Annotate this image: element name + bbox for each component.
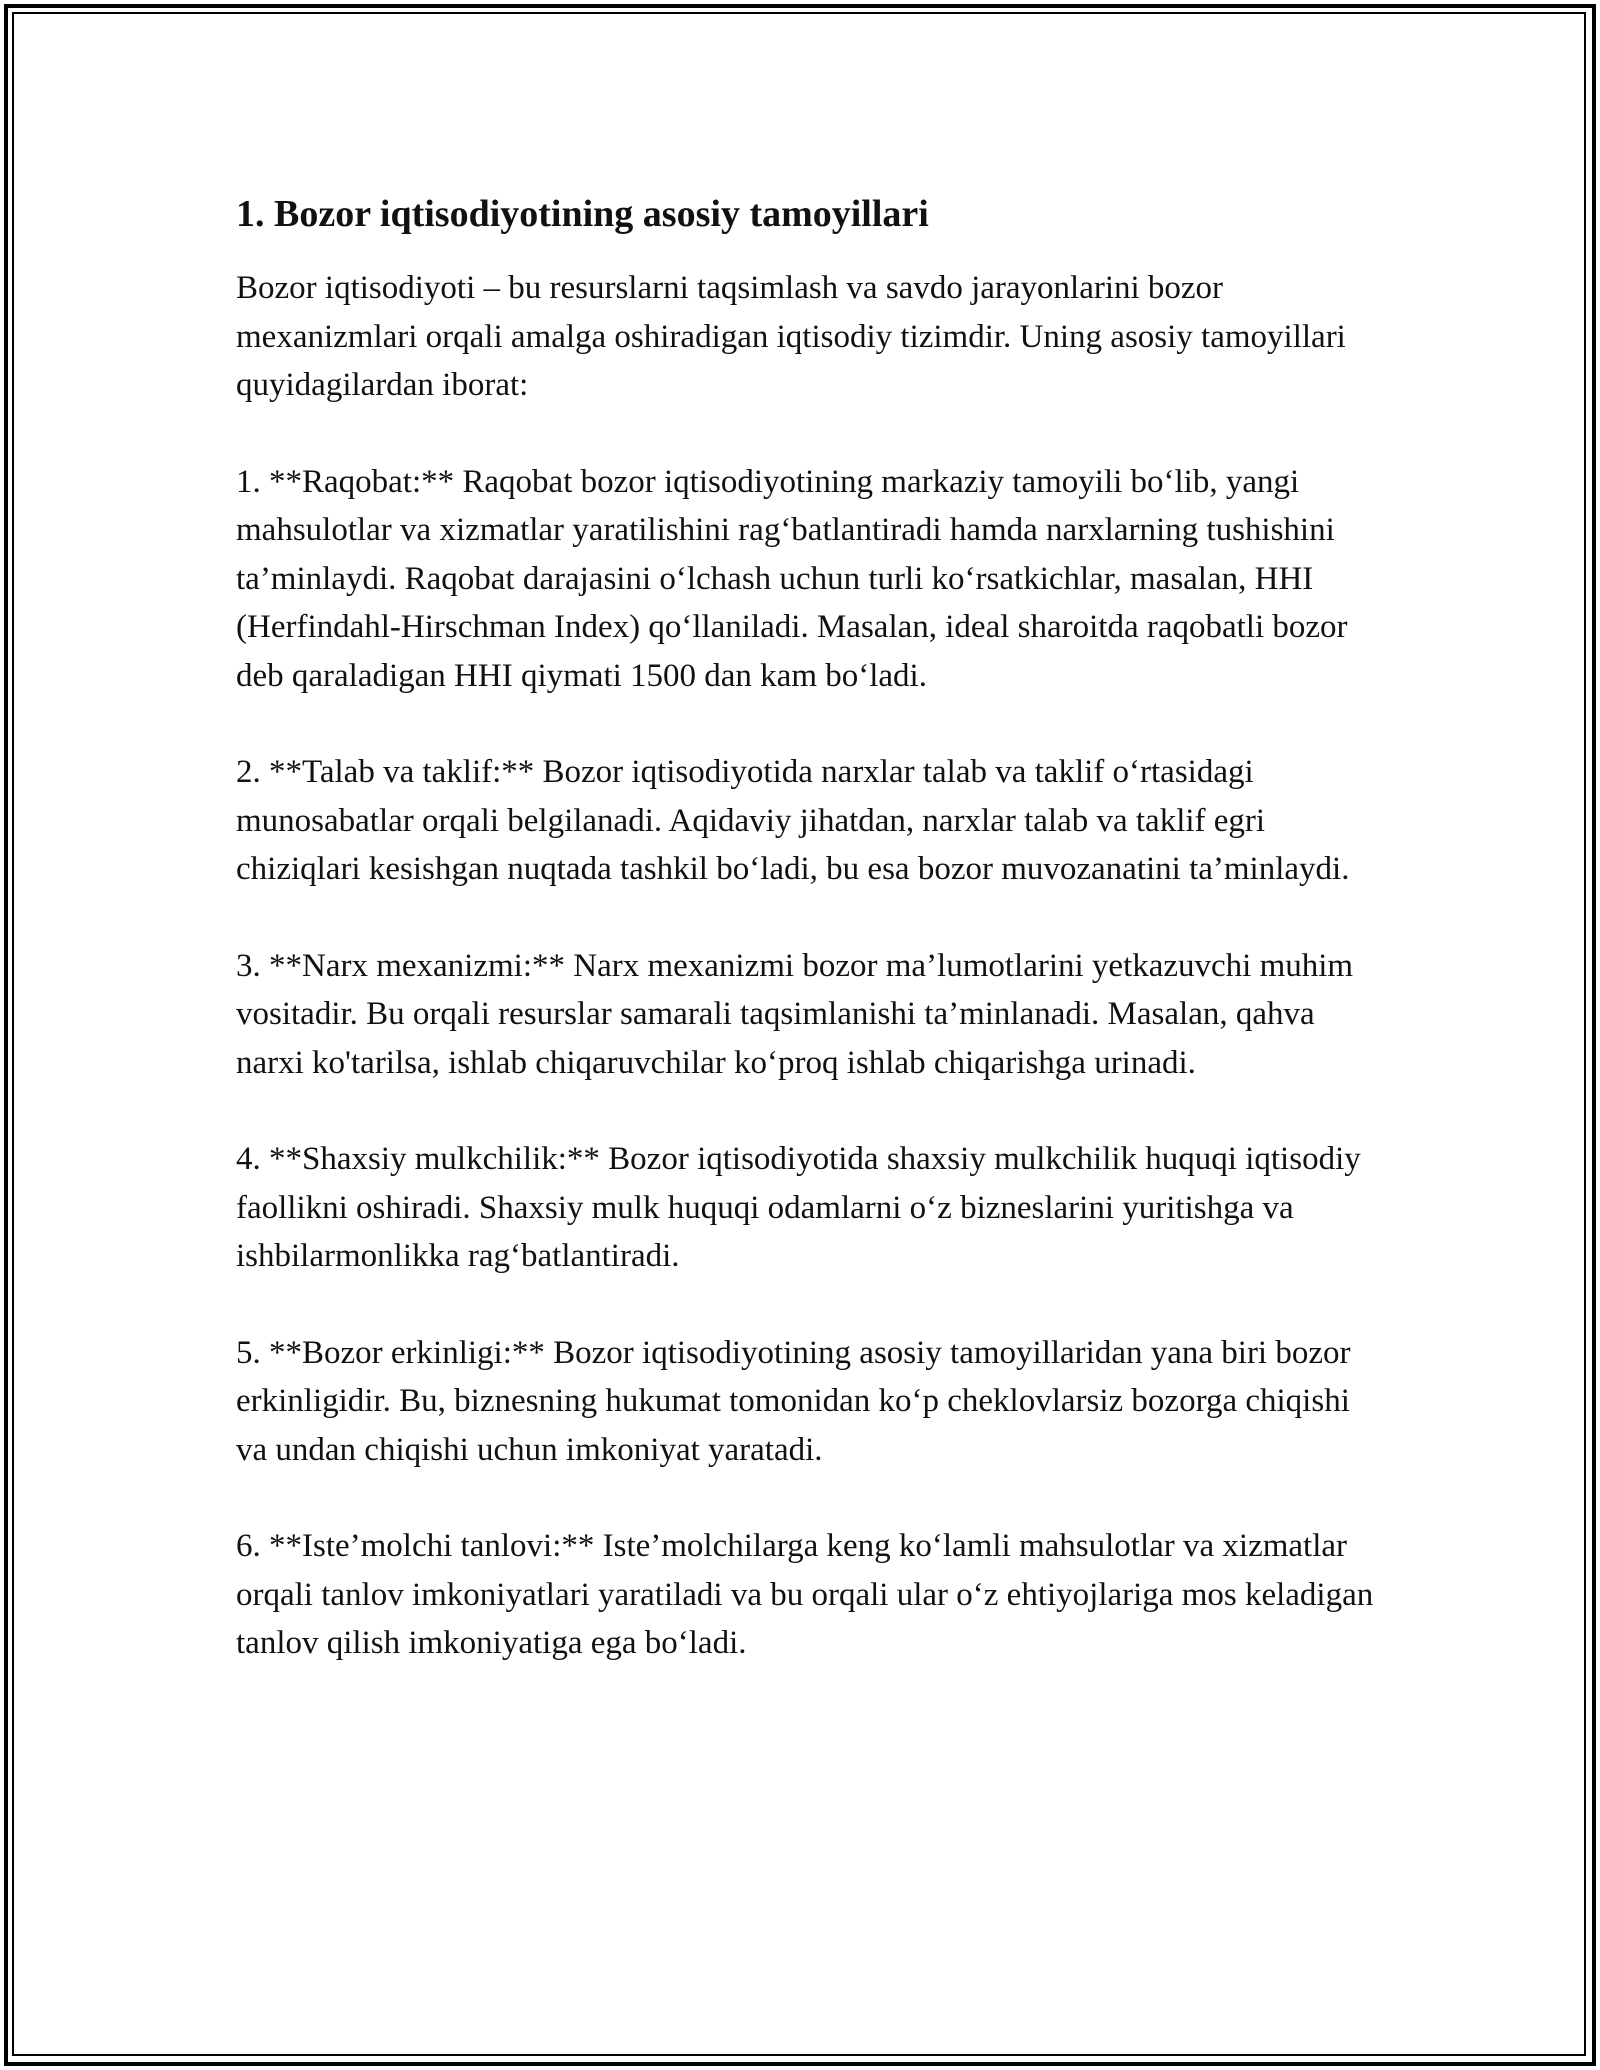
principle-private-property-paragraph: 4. **Shaxsiy mulkchilik:** Bozor iqtisodiyotida shaxsiy mulkchilik huquqi iqtisodiy faollikni oshiradi. Shaxsiy mulk huquqi odamlarni o‘z bizneslarini yuritishga va ishbilarmonlikka rag‘batlantiradi.	[236, 1141, 1361, 1274]
principle-competition-paragraph: 1. **Raqobat:** Raqobat bozor iqtisodiyotining markaziy tamoyili bo‘lib, yangi mahsulotlar va xizmatlar yaratilishini rag‘batlantiradi hamda narxlarning tushishini ta’minlaydi. Raqobat darajasini o‘lchash uchun turli ko‘rsatkichlar, masalan, HHI (Herfindahl-Hirschman Index) qo‘llaniladi. Masalan, ideal sharoitda raqobatli bozor deb qaraladigan HHI qiymati 1500 dan kam bo‘ladi.	[236, 463, 1348, 694]
principle-supply-demand-paragraph: 2. **Talab va taklif:** Bozor iqtisodiyotida narxlar talab va taklif o‘rtasidagi munosabatlar orqali belgilanadi. Aqidaviy jihatdan, narxlar talab va taklif egri chiziqlari kesishgan nuqtada tashkil bo‘ladi, bu esa bozor muvozanatini ta’minlaydi.	[236, 754, 1350, 887]
principle-market-freedom-paragraph: 5. **Bozor erkinligi:** Bozor iqtisodiyotining asosiy tamoyillaridan yana biri bozor erkinligidir. Bu, biznesning hukumat tomonidan ko‘p cheklovlarsiz bozorga chiqishi va undan chiqishi uchun imkoniyat yaratadi.	[236, 1334, 1351, 1468]
document-body	[236, 186, 1386, 1716]
principle-price-mechanism-paragraph: 3. **Narx mexanizmi:** Narx mexanizmi bozor ma’lumotlarini yetkazuvchi muhim vositadir. Bu orqali resurslar samarali taqsimlanishi ta’minlanadi. Masalan, qahva narxi ko'tarilsa, ishlab chiqaruvchilar ko‘proq ishlab chiqarishga urinadi.	[236, 947, 1354, 1081]
section-heading: 1. Bozor iqtisodiyotining asosiy tamoyillari	[236, 193, 929, 235]
intro-paragraph: Bozor iqtisodiyoti – bu resurslarni taqsimlash va savdo jarayonlarini bozor mexanizmlari orqali amalga oshiradigan iqtisodiy tizimdir. Uning asosiy tamoyillari quyidagilardan iborat:	[236, 270, 1346, 403]
principle-consumer-choice-paragraph: 6. **Iste’molchi tanlovi:** Iste’molchilarga keng ko‘lamli mahsulotlar va xizmatlar orqali tanlov imkoniyatlari yaratiladi va bu orqali ular o‘z ehtiyojlariga mos keladigan tanlov qilish imkoniyatiga ega bo‘ladi.	[236, 1528, 1374, 1661]
